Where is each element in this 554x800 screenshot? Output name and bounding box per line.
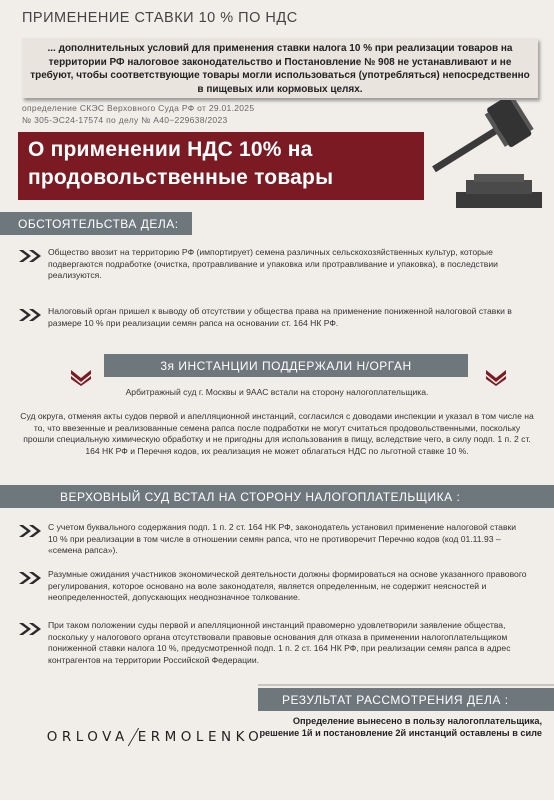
list-item-text: Общество ввозит на территорию РФ (импортирует) семена различных сельскохозяйственных культур, которые подвергаются подработке (очистка, протравливание и упаковка или протравливание и упаковка), в последствии реализуются. bbox=[48, 247, 498, 281]
page-title: ПРИМЕНЕНИЕ СТАВКИ 10 % ПО НДС bbox=[22, 10, 298, 26]
section-heading-instances: 3я ИНСТАНЦИИ ПОДДЕРЖАЛИ Н/ОРГАН bbox=[104, 354, 468, 377]
divider bbox=[258, 684, 554, 686]
company-logo bbox=[0, 728, 310, 746]
logo-part-1: ORLOVA bbox=[46, 729, 129, 745]
double-chevron-icon bbox=[18, 571, 44, 585]
ref-line-2: № 305-ЭС24-17574 по делу № А40−229638/2023 bbox=[22, 114, 228, 125]
list-item-text: С учетом буквального содержания подп. 1 п. 2 ст. 164 НК РФ, законодатель установил применение налоговой ставки 10 % при реализации в том числе в отношении семян рапса, что не противоречит Перечню кодов (код 01.11.93 – «семена рапса»). bbox=[48, 522, 517, 556]
section-heading-result: РЕЗУЛЬТАТ РАССМОТРЕНИЯ ДЕЛА : bbox=[258, 688, 554, 711]
instances-paragraph: Суд округа, отменяя акты судов первой и апелляционной инстанций, согласился с доводами инспекции и указал в том числе на то, что ввезенные и реализованные семена рапса после подработки не могут считаться продовольственными, поскольку прошли специальную химическую обработку и не пригодны для использования в пищу, вследствие чего, в силу подп. 1 п. 2 ст. 164 НК РФ и Перечня кодов, их реализация не может облагаться НДС по льготной ставке 10 %. bbox=[20, 411, 534, 456]
gavel-icon bbox=[418, 100, 554, 212]
section-heading-supreme-court: ВЕРХОВНЫЙ СУД ВСТАЛ НА СТОРОНУ НАЛОГОПЛАТЕЛЬЩИКА : bbox=[0, 485, 554, 508]
case-reference bbox=[22, 103, 254, 126]
double-chevron-icon bbox=[18, 249, 44, 263]
instances-line: Арбитражный суд г. Москвы и 9ААС встали на сторону налогоплательщика. bbox=[125, 387, 429, 397]
quote-text: ... дополнительных условий для применения ставки налога 10 % при реализации товаров на территории РФ налоговое законодательство и Постановление № 908 не устанавливают и не требуют, чтобы соответствующие товары могли использоваться (употребляться) непосредственно в пищевых или кормовых целях. bbox=[30, 43, 530, 95]
list-item bbox=[18, 620, 528, 666]
double-chevron-icon bbox=[18, 524, 44, 538]
list-item bbox=[18, 306, 528, 329]
logo-part-2: ERMOLENKO bbox=[137, 729, 264, 745]
list-item bbox=[18, 247, 528, 282]
list-item-text: Разумные ожидания участников экономической деятельности должны формироваться на основе указанного правового регулирования, которое основано на воле законодателя, является определенным, не содержит неясностей и неопределенностей, допускающих неоднозначное толкование. bbox=[48, 569, 527, 603]
result-line-1: Определение вынесено в пользу налогоплательщика, bbox=[292, 716, 542, 726]
quote-box bbox=[22, 38, 538, 98]
section-heading-circumstances: ОБСТОЯТЕЛЬСТВА ДЕЛА: bbox=[0, 212, 192, 235]
chevron-down-icon bbox=[485, 369, 507, 387]
chevron-down-icon bbox=[70, 369, 92, 387]
list-item bbox=[18, 522, 528, 557]
ref-line-1: определение СКЭС Верховного Суда РФ от 29.01.2025 bbox=[22, 103, 255, 113]
result-line-2: решение 1й и постановление 2й инстанций оставлены в силе bbox=[259, 728, 542, 738]
banner-line-2: продовольственные товары bbox=[28, 166, 334, 189]
title-banner bbox=[18, 132, 424, 200]
list-item bbox=[18, 569, 528, 604]
list-item-text: Налоговый орган пришел к выводу об отсутствии у общества права на применение пониженной налоговой ставки в размере 10 % при реализации семян рапса на основании ст. 164 НК РФ. bbox=[48, 306, 512, 328]
banner-line-1: О применении НДС 10% на bbox=[28, 138, 313, 161]
double-chevron-icon bbox=[18, 622, 44, 636]
list-item-text: При таком положении суды первой и апелляционной инстанций правомерно удовлетворили заявление общества, поскольку у налогового органа отсутствовали правовые основания для отказа в применении налогоплательщиком пониженной ставки налога 10 %, предусмотренной подп. 1 п. 2 ст. 164 НК РФ, при реализации семян рапса в адрес контрагентов на территории Российской Федерации. bbox=[48, 620, 511, 665]
double-chevron-icon bbox=[18, 308, 44, 322]
